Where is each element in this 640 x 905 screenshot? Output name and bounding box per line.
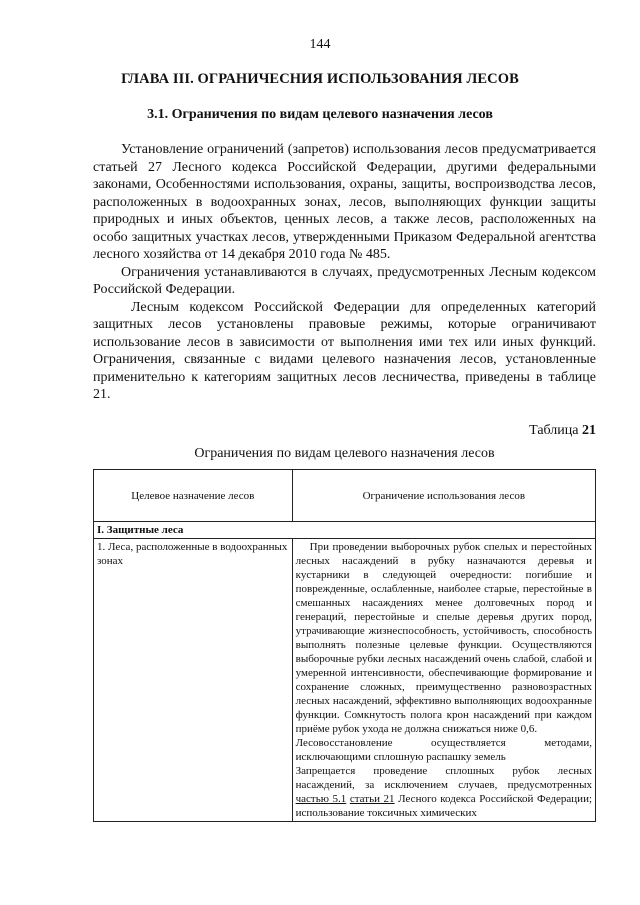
law-reference-link[interactable]: частью 5.1 <box>295 793 347 805</box>
paragraph: Лесным кодексом Российской Федерации для определенных категорий защитных лесов установлены правовые режимы, которые ограничивают использование лесов в зависимости от выполнения ими тех или иных функций. Ограничения, связанные с видами целевого назначения лесов, установленные применительно к категориям защитных лесов лесничества, приведены в таблице 21. <box>93 299 596 402</box>
table-label-prefix: Таблица <box>529 423 579 438</box>
page-number: 144 <box>309 37 331 52</box>
table-label <box>529 423 596 439</box>
restriction-text: Лесного кодекса Российской Федерации; использование токсичных химических <box>295 793 593 819</box>
paragraph: Ограничения устанавливаются в случаях, предусмотренных Лесным кодексом Российской Федерации. <box>93 264 596 297</box>
section-title: 3.1. Ограничения по видам целевого назначения лесов <box>147 107 493 122</box>
restriction-paragraph: При проведении выборочных рубок спелых и перестойных лесных насаждений в рубку назначаются деревья и кустарники в следующей очередности: погибшие и поврежденные, ослабленные, наиболее старые, перестойные в смешанных насаждениях менее долговечных пород и генераций, перестойные и спелые деревья других пород, утрачивающие жизнеспособность, устойчивость, способность выполнять полезные целевые функции. Осуществляются выборочные рубки лесных насаждений очень слабой, слабой и умеренной интенсивности, обеспечивающие формирование и сохранение сложных, преимущественно разновозрастных лесных насаждений, эффективно выполняющих водоохранные функции. Сомкнутость полога крон насаждений при каждом приёме рубок ухода не должна снижаться ниже 0,6. <box>295 541 592 735</box>
table-header-row <box>94 470 596 522</box>
column-header-purpose: Целевое назначение лесов <box>94 470 293 522</box>
paragraph: Установление ограничений (запретов) использования лесов предусматривается статьей 27 Лесного кодекса Российской Федерации, другими федеральными законами, Особенностями использования, охраны, защиты, воспроизводства лесов, расположенных в водоохранных зонах, лесов, выполняющих функции защиты природных и иных объектов, ценных лесов, а также лесов, расположенных на особо защитных участках лесов, утвержденными Приказом Федеральной агентства лесного хозяйства от 14 декабря 2010 года № 485. <box>93 142 596 262</box>
restrictions-table <box>93 469 596 822</box>
chapter-title: ГЛАВА III. ОГРАНИЧЕСНИЯ ИСПОЛЬЗОВАНИЯ ЛЕСОВ <box>121 71 519 87</box>
body-text <box>93 141 596 404</box>
law-reference-link[interactable]: статьи 21 <box>349 793 395 805</box>
row-restriction <box>292 539 595 822</box>
restriction-paragraph <box>296 764 592 820</box>
restriction-text: Запрещается проведение сплошных рубок лесных насаждений, за исключением случаев, предусмотренных <box>295 765 592 791</box>
column-header-restriction: Ограничение использования лесов <box>292 470 595 522</box>
table-group-row <box>94 522 596 539</box>
row-purpose: 1. Леса, расположенные в водоохранных зонах <box>94 539 293 822</box>
restriction-paragraph: Лесовосстановление осуществляется методами, исключающими сплошную распашку земель <box>295 737 592 763</box>
table-caption: Ограничения по видам целевого назначения лесов <box>194 446 495 461</box>
group-label: I. Защитные леса <box>94 522 596 539</box>
table-label-number: 21 <box>582 423 596 438</box>
table-row <box>94 539 596 822</box>
